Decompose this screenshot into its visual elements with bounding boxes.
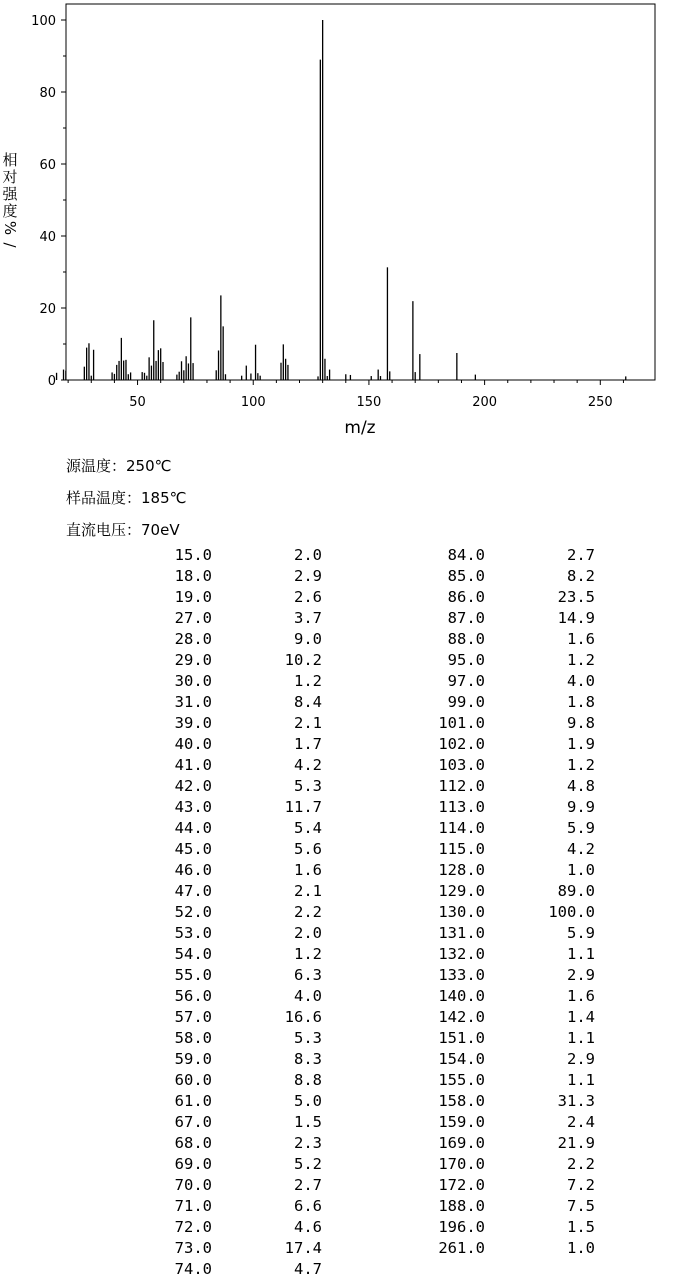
table-row bbox=[0, 608, 680, 629]
table-row bbox=[0, 1049, 680, 1070]
intensity-value: 1.9 bbox=[567, 735, 595, 753]
axes bbox=[31, 4, 655, 410]
intensity-value: 2.7 bbox=[294, 1176, 322, 1194]
mz-value: 40.0 bbox=[174, 735, 212, 753]
mz-value: 74.0 bbox=[174, 1260, 212, 1278]
table-row bbox=[0, 944, 680, 965]
intensity-value: 8.8 bbox=[294, 1071, 322, 1089]
mz-value: 30.0 bbox=[174, 672, 212, 690]
mz-value: 46.0 bbox=[174, 861, 212, 879]
peaks bbox=[57, 20, 626, 380]
source-temperature: 源温度：250℃ bbox=[66, 457, 172, 475]
intensity-value: 9.9 bbox=[567, 798, 595, 816]
x-tick-label: 150 bbox=[356, 395, 382, 410]
mz-value: 44.0 bbox=[174, 819, 212, 837]
mz-value: 27.0 bbox=[174, 609, 212, 627]
intensity-value: 2.2 bbox=[567, 1155, 595, 1173]
table-row bbox=[0, 734, 680, 755]
mz-value: 188.0 bbox=[438, 1197, 485, 1215]
intensity-value: 2.4 bbox=[567, 1113, 595, 1131]
y-tick-label: 100 bbox=[31, 14, 56, 29]
y-label-char: 相 bbox=[2, 151, 18, 169]
mz-value: 55.0 bbox=[174, 966, 212, 984]
mz-value: 71.0 bbox=[174, 1197, 212, 1215]
mz-value: 52.0 bbox=[174, 903, 212, 921]
intensity-value: 2.7 bbox=[567, 546, 595, 564]
table-row bbox=[0, 839, 680, 860]
intensity-value: 1.1 bbox=[567, 1071, 595, 1089]
y-label-char: 强 bbox=[2, 185, 18, 203]
mz-value: 99.0 bbox=[447, 693, 485, 711]
intensity-value: 9.8 bbox=[567, 714, 595, 732]
intensity-value: 5.3 bbox=[294, 1029, 322, 1047]
mz-value: 57.0 bbox=[174, 1008, 212, 1026]
mz-value: 29.0 bbox=[174, 651, 212, 669]
intensity-value: 23.5 bbox=[557, 588, 595, 606]
mz-value: 61.0 bbox=[174, 1092, 212, 1110]
mz-value: 58.0 bbox=[174, 1029, 212, 1047]
table-row bbox=[0, 818, 680, 839]
table-row bbox=[0, 881, 680, 902]
table-row bbox=[0, 1259, 680, 1280]
table-row bbox=[0, 650, 680, 671]
table-row bbox=[0, 1175, 680, 1196]
intensity-value: 5.2 bbox=[294, 1155, 322, 1173]
intensity-value: 1.0 bbox=[567, 1239, 595, 1257]
table-row bbox=[0, 860, 680, 881]
intensity-value: 1.1 bbox=[567, 945, 595, 963]
mz-value: 70.0 bbox=[174, 1176, 212, 1194]
mz-value: 95.0 bbox=[447, 651, 485, 669]
intensity-value: 6.3 bbox=[294, 966, 322, 984]
intensity-value: 1.1 bbox=[567, 1029, 595, 1047]
intensity-value: 1.6 bbox=[294, 861, 322, 879]
intensity-value: 8.2 bbox=[567, 567, 595, 585]
intensity-value: 1.2 bbox=[567, 651, 595, 669]
intensity-value: 4.7 bbox=[294, 1260, 322, 1278]
table-row bbox=[0, 671, 680, 692]
intensity-value: 8.3 bbox=[294, 1050, 322, 1068]
y-tick-label: 20 bbox=[39, 302, 56, 317]
mz-value: 115.0 bbox=[438, 840, 485, 858]
mz-value: 151.0 bbox=[438, 1029, 485, 1047]
intensity-value: 2.9 bbox=[567, 966, 595, 984]
table-row bbox=[0, 545, 680, 566]
intensity-value: 2.2 bbox=[294, 903, 322, 921]
table-row bbox=[0, 923, 680, 944]
intensity-value: 10.2 bbox=[284, 651, 322, 669]
intensity-value: 5.4 bbox=[294, 819, 322, 837]
mz-value: 41.0 bbox=[174, 756, 212, 774]
mz-value: 261.0 bbox=[438, 1239, 485, 1257]
intensity-value: 3.7 bbox=[294, 609, 322, 627]
mz-value: 85.0 bbox=[447, 567, 485, 585]
y-label-char: / bbox=[1, 242, 19, 248]
intensity-value: 1.5 bbox=[294, 1113, 322, 1131]
mass-spectrum-chart bbox=[0, 0, 680, 445]
intensity-value: 1.4 bbox=[567, 1008, 595, 1026]
table-row bbox=[0, 1007, 680, 1028]
mz-value: 169.0 bbox=[438, 1134, 485, 1152]
y-tick-label: 40 bbox=[39, 230, 56, 245]
intensity-value: 4.2 bbox=[567, 840, 595, 858]
mz-value: 97.0 bbox=[447, 672, 485, 690]
x-tick-label: 50 bbox=[129, 395, 146, 410]
intensity-value: 2.9 bbox=[294, 567, 322, 585]
intensity-value: 1.7 bbox=[294, 735, 322, 753]
table-row bbox=[0, 1238, 680, 1259]
table-row bbox=[0, 755, 680, 776]
mz-value: 42.0 bbox=[174, 777, 212, 795]
mz-value: 196.0 bbox=[438, 1218, 485, 1236]
mz-value: 129.0 bbox=[438, 882, 485, 900]
intensity-value: 14.9 bbox=[557, 609, 595, 627]
intensity-value: 4.0 bbox=[567, 672, 595, 690]
mz-value: 130.0 bbox=[438, 903, 485, 921]
intensity-value: 2.9 bbox=[567, 1050, 595, 1068]
intensity-value: 1.2 bbox=[294, 672, 322, 690]
mz-value: 142.0 bbox=[438, 1008, 485, 1026]
mz-value: 159.0 bbox=[438, 1113, 485, 1131]
mz-value: 19.0 bbox=[174, 588, 212, 606]
table-row bbox=[0, 629, 680, 650]
y-label-char: 度 bbox=[2, 202, 18, 220]
mz-value: 131.0 bbox=[438, 924, 485, 942]
table-row bbox=[0, 1091, 680, 1112]
mz-value: 31.0 bbox=[174, 693, 212, 711]
mz-value: 73.0 bbox=[174, 1239, 212, 1257]
intensity-value: 2.1 bbox=[294, 714, 322, 732]
intensity-value: 100.0 bbox=[548, 903, 595, 921]
mz-value: 84.0 bbox=[447, 546, 485, 564]
intensity-value: 4.2 bbox=[294, 756, 322, 774]
intensity-value: 2.0 bbox=[294, 924, 322, 942]
mz-value: 132.0 bbox=[438, 945, 485, 963]
sample-temperature: 样品温度：185℃ bbox=[66, 489, 187, 507]
intensity-value: 4.0 bbox=[294, 987, 322, 1005]
dc-voltage: 直流电压：70eV bbox=[66, 521, 180, 539]
table-row bbox=[0, 797, 680, 818]
intensity-value: 5.0 bbox=[294, 1092, 322, 1110]
mz-value: 43.0 bbox=[174, 798, 212, 816]
intensity-value: 1.6 bbox=[567, 630, 595, 648]
x-tick-label: 250 bbox=[587, 395, 613, 410]
intensity-value: 9.0 bbox=[294, 630, 322, 648]
table-row bbox=[0, 1133, 680, 1154]
intensity-value: 21.9 bbox=[557, 1134, 595, 1152]
mz-value: 170.0 bbox=[438, 1155, 485, 1173]
intensity-value: 11.7 bbox=[284, 798, 322, 816]
table-row bbox=[0, 902, 680, 923]
intensity-value: 1.2 bbox=[567, 756, 595, 774]
mz-value: 59.0 bbox=[174, 1050, 212, 1068]
mz-value: 172.0 bbox=[438, 1176, 485, 1194]
table-row bbox=[0, 713, 680, 734]
mz-value: 47.0 bbox=[174, 882, 212, 900]
intensity-value: 8.4 bbox=[294, 693, 322, 711]
intensity-value: 31.3 bbox=[557, 1092, 595, 1110]
table-row bbox=[0, 587, 680, 608]
intensity-value: 1.5 bbox=[567, 1218, 595, 1236]
y-axis-label bbox=[1, 151, 19, 248]
mz-value: 154.0 bbox=[438, 1050, 485, 1068]
intensity-value: 7.2 bbox=[567, 1176, 595, 1194]
mz-value: 140.0 bbox=[438, 987, 485, 1005]
mz-value: 53.0 bbox=[174, 924, 212, 942]
mz-value: 67.0 bbox=[174, 1113, 212, 1131]
mz-value: 103.0 bbox=[438, 756, 485, 774]
mz-value: 39.0 bbox=[174, 714, 212, 732]
mz-value: 158.0 bbox=[438, 1092, 485, 1110]
intensity-value: 1.2 bbox=[294, 945, 322, 963]
y-tick-label: 60 bbox=[39, 158, 56, 173]
mz-value: 112.0 bbox=[438, 777, 485, 795]
mz-value: 60.0 bbox=[174, 1071, 212, 1089]
table-row bbox=[0, 986, 680, 1007]
table-row bbox=[0, 1196, 680, 1217]
intensity-value: 2.3 bbox=[294, 1134, 322, 1152]
intensity-value: 16.6 bbox=[284, 1008, 322, 1026]
mz-value: 56.0 bbox=[174, 987, 212, 1005]
table-row bbox=[0, 965, 680, 986]
mz-value: 69.0 bbox=[174, 1155, 212, 1173]
intensity-value: 2.1 bbox=[294, 882, 322, 900]
intensity-value: 4.6 bbox=[294, 1218, 322, 1236]
x-tick-label: 100 bbox=[240, 395, 266, 410]
intensity-value: 5.9 bbox=[567, 819, 595, 837]
x-axis-label: m/z bbox=[344, 418, 376, 438]
mz-value: 133.0 bbox=[438, 966, 485, 984]
table-row bbox=[0, 566, 680, 587]
table-row bbox=[0, 1154, 680, 1175]
mz-value: 68.0 bbox=[174, 1134, 212, 1152]
intensity-value: 2.0 bbox=[294, 546, 322, 564]
table-row bbox=[0, 1070, 680, 1091]
mz-value: 45.0 bbox=[174, 840, 212, 858]
mz-value: 28.0 bbox=[174, 630, 212, 648]
mz-value: 101.0 bbox=[438, 714, 485, 732]
mz-value: 72.0 bbox=[174, 1218, 212, 1236]
mz-value: 15.0 bbox=[174, 546, 212, 564]
table-row bbox=[0, 1217, 680, 1238]
y-label-char: 对 bbox=[2, 168, 18, 186]
intensity-value: 5.9 bbox=[567, 924, 595, 942]
intensity-value: 6.6 bbox=[294, 1197, 322, 1215]
table-row bbox=[0, 1112, 680, 1133]
y-label-char: % bbox=[1, 220, 19, 236]
mz-value: 87.0 bbox=[447, 609, 485, 627]
table-row bbox=[0, 692, 680, 713]
intensity-value: 2.6 bbox=[294, 588, 322, 606]
mz-value: 155.0 bbox=[438, 1071, 485, 1089]
mz-value: 114.0 bbox=[438, 819, 485, 837]
mz-value: 88.0 bbox=[447, 630, 485, 648]
intensity-value: 1.0 bbox=[567, 861, 595, 879]
mz-value: 102.0 bbox=[438, 735, 485, 753]
intensity-value: 4.8 bbox=[567, 777, 595, 795]
y-tick-label: 0 bbox=[47, 374, 56, 389]
y-tick-label: 80 bbox=[39, 86, 56, 101]
mz-value: 86.0 bbox=[447, 588, 485, 606]
intensity-value: 17.4 bbox=[284, 1239, 322, 1257]
intensity-value: 5.6 bbox=[294, 840, 322, 858]
mz-value: 54.0 bbox=[174, 945, 212, 963]
mz-value: 18.0 bbox=[174, 567, 212, 585]
intensity-value: 1.6 bbox=[567, 987, 595, 1005]
table-row bbox=[0, 776, 680, 797]
mz-value: 113.0 bbox=[438, 798, 485, 816]
intensity-value: 5.3 bbox=[294, 777, 322, 795]
x-tick-label: 200 bbox=[472, 395, 498, 410]
intensity-value: 89.0 bbox=[557, 882, 595, 900]
table-row bbox=[0, 1028, 680, 1049]
intensity-value: 1.8 bbox=[567, 693, 595, 711]
intensity-value: 7.5 bbox=[567, 1197, 595, 1215]
mz-value: 128.0 bbox=[438, 861, 485, 879]
